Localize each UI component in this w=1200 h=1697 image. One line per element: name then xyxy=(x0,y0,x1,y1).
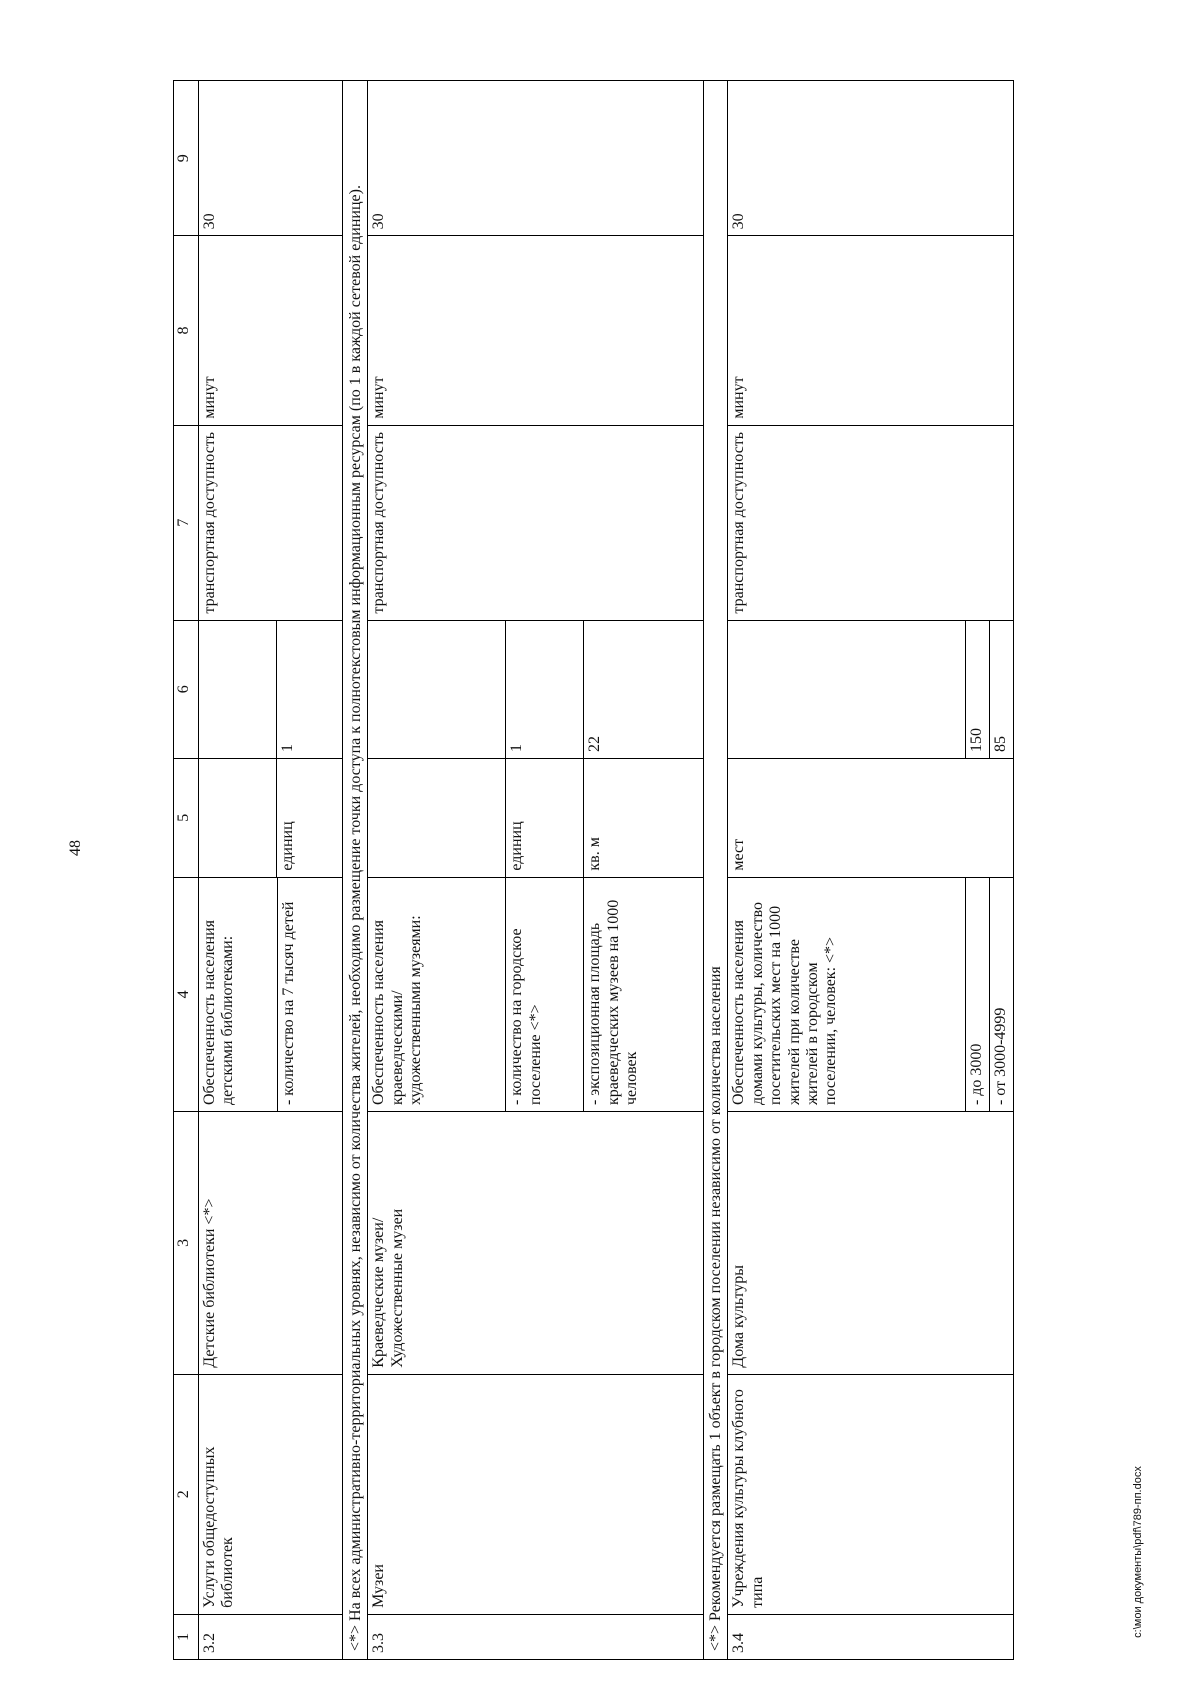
header-cell: 7 xyxy=(174,425,199,620)
unit-value: мест xyxy=(728,758,1014,877)
unit-cell xyxy=(368,758,506,877)
standards-table xyxy=(173,80,1014,1660)
access-type: транспортная доступность xyxy=(368,425,704,620)
access-unit: минут xyxy=(368,236,704,425)
page-number: 48 xyxy=(67,840,84,856)
unit-value: единиц xyxy=(276,759,342,877)
access-value: 30 xyxy=(368,81,704,236)
indicator-text: Обеспеченность населения краеведческими/ художественными музеями: xyxy=(368,877,506,1111)
header-cell: 1 xyxy=(174,1614,199,1659)
header-cell: 9 xyxy=(174,81,199,236)
footnote-text: <*> Рекомендуется размещать 1 объект в городском поселении независимо от количества населения xyxy=(704,81,728,1660)
header-cell: 5 xyxy=(174,758,199,877)
header-cell: 8 xyxy=(174,236,199,425)
header-cell: 2 xyxy=(174,1374,199,1614)
value-cell xyxy=(199,620,343,758)
sub-indicator: - количество на городское поселение <*> xyxy=(506,877,584,1111)
numeric-value: 22 xyxy=(584,620,704,758)
access-unit: минут xyxy=(728,236,1014,425)
table-row xyxy=(728,81,966,1660)
footer-file-path: c:\мои документы\pdf\789-пп.docx xyxy=(1132,1466,1144,1638)
sub-indicator: - количество на 7 тысяч детей xyxy=(277,877,342,1111)
unit-value: единиц xyxy=(506,758,584,877)
indicator-text: Обеспеченность населения домами культуры, количество посетительских мест на 1000 жителей при количестве жителей в городском поселении, человек: <*> xyxy=(728,877,966,1111)
value-cell xyxy=(728,620,966,758)
service-name: Учреждения культуры клубного типа xyxy=(728,1374,1014,1614)
footnote-text: <*> На всех административно-территориальных уровнях, независимо от количества жителей, необходимо размещение точки доступа к полнотекстовым информационным ресурсам (по 1 в каждой сетевой единице). xyxy=(343,81,368,1660)
sub-indicator: - экспозиционная площадь краеведческих музеев на 1000 человек xyxy=(584,877,704,1111)
access-value: 30 xyxy=(199,81,343,236)
rotated-table-container xyxy=(173,80,1037,1660)
row-number: 3.2 xyxy=(199,1614,343,1659)
access-type: транспортная доступность xyxy=(199,425,343,620)
facility-type: Дома культуры xyxy=(728,1112,1014,1375)
numeric-value: 85 xyxy=(990,620,1014,758)
access-type: транспортная доступность xyxy=(728,425,1014,620)
facility-type: Детские библиотеки <*> xyxy=(199,1112,343,1375)
indicator-text: Обеспеченность населения детскими библиотеками: xyxy=(199,877,278,1111)
value-cell xyxy=(368,620,506,758)
note-row xyxy=(343,81,368,1660)
table-header-row xyxy=(174,81,199,1660)
access-unit: минут xyxy=(199,236,343,425)
facility-type: Краеведческие музеи/ Художественные музеи xyxy=(368,1112,704,1375)
numeric-value: 1 xyxy=(506,620,584,758)
header-cell: 3 xyxy=(174,1112,199,1375)
header-cell: 6 xyxy=(174,620,199,758)
note-row xyxy=(704,81,728,1660)
row-number: 3.3 xyxy=(368,1614,704,1659)
service-name: Услуги общедоступных библиотек xyxy=(199,1374,343,1614)
header-cell: 4 xyxy=(174,877,199,1111)
unit-cell xyxy=(199,758,343,877)
table-row xyxy=(368,81,506,1660)
row-number: 3.4 xyxy=(728,1614,1014,1659)
sub-indicator: - от 3000-4999 xyxy=(990,877,1014,1111)
sub-indicator: - до 3000 xyxy=(966,877,990,1111)
numeric-value: 1 xyxy=(276,621,342,758)
table-row xyxy=(199,81,278,1660)
service-name: Музеи xyxy=(368,1374,704,1614)
numeric-value: 150 xyxy=(966,620,990,758)
unit-value: кв. м xyxy=(584,758,704,877)
access-value: 30 xyxy=(728,81,1014,236)
